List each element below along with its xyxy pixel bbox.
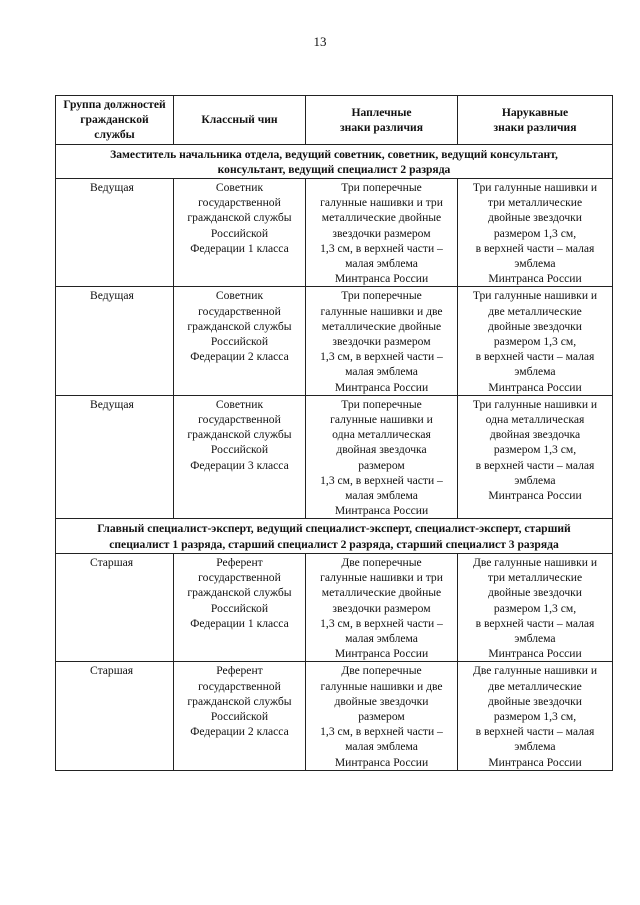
cell-line: службы (94, 128, 135, 142)
cell-line: Федерации 2 класса (190, 725, 289, 739)
table-row (56, 395, 613, 519)
cell-line: малая эмблема (345, 365, 418, 379)
cell-line: три металлические (487, 196, 583, 210)
cell-line: двойные звездочки (334, 694, 429, 708)
cell-line: Советник (215, 397, 264, 411)
cell-line: галунные нашивки и три (320, 571, 443, 585)
cell-sleeve-insignia (458, 179, 613, 287)
cell-line: одна металлическая (332, 428, 431, 442)
cell-line: галунные нашивки и две (320, 679, 443, 693)
cell-shoulder-insignia (306, 395, 458, 519)
cell-line: две металлические (488, 679, 582, 693)
section-header-row (56, 144, 613, 178)
cell-line: Три поперечные (341, 181, 422, 195)
cell-line: эмблема (514, 257, 556, 271)
cell-line: Главный специалист-эксперт, ведущий специалист-эксперт, специалист-эксперт, старший (97, 522, 571, 536)
cell-line: 1,3 см, в верхней части – (320, 350, 443, 364)
cell-line: Три галунные нашивки и (472, 397, 598, 411)
cell-line: Российской (210, 443, 269, 457)
cell-line: Федерации 2 класса (190, 350, 289, 364)
cell-shoulder-insignia (306, 662, 458, 770)
cell-group: Старшая (56, 553, 174, 661)
cell-line: Группа должностей (63, 98, 166, 111)
cell-sleeve-insignia (458, 395, 613, 519)
cell-line: в верхней части – малая (475, 725, 595, 739)
cell-line: Две галунные нашивки и (472, 664, 598, 678)
cell-line: Классный чин (201, 113, 278, 127)
cell-line: Минтранса России (488, 647, 582, 661)
cell-line: в верхней части – малая (475, 458, 595, 472)
cell-line: металлические двойные (321, 211, 442, 225)
cell-group: Ведущая (56, 179, 174, 287)
cell-line: Российской (210, 335, 269, 349)
cell-rank (174, 287, 306, 395)
insignia-table (55, 95, 613, 771)
cell-line: две металлические (488, 304, 582, 318)
cell-line: гражданской службы (187, 428, 292, 442)
cell-line: Российской (210, 226, 269, 240)
cell-line: двойные звездочки (487, 319, 583, 333)
cell-group: Ведущая (56, 287, 174, 395)
cell-line: Три галунные нашивки и (472, 181, 598, 195)
cell-sleeve-insignia (458, 662, 613, 770)
cell-line: эмблема (514, 631, 556, 645)
cell-shoulder-insignia (306, 179, 458, 287)
cell-line: Советник (215, 181, 264, 195)
cell-line: Две поперечные (341, 664, 422, 678)
cell-line: 1,3 см, в верхней части – (320, 241, 443, 255)
cell-line: Наплечные (351, 105, 412, 119)
cell-line: Минтранса России (488, 489, 582, 503)
cell-line: 1,3 см, в верхней части – (320, 473, 443, 487)
header-sleeve (458, 96, 613, 145)
cell-line: Минтранса России (488, 272, 582, 286)
table-row (56, 287, 613, 395)
cell-line: размером 1,3 см, (493, 335, 577, 349)
section-title (56, 519, 613, 553)
cell-line: металлические двойные (321, 586, 442, 600)
cell-line: малая эмблема (345, 740, 418, 754)
cell-line: 1,3 см, в верхней части – (320, 616, 443, 630)
cell-rank (174, 553, 306, 661)
cell-line: Российской (210, 601, 269, 615)
cell-line: малая эмблема (345, 257, 418, 271)
cell-line: государственной (198, 571, 281, 585)
cell-line: Минтранса России (334, 272, 429, 286)
cell-line: двойные звездочки (487, 211, 583, 225)
cell-line: Минтранса России (334, 755, 429, 769)
cell-line: двойная звездочка (336, 443, 427, 457)
table-row (56, 179, 613, 287)
cell-rank (174, 662, 306, 770)
page-number: 13 (313, 34, 327, 49)
cell-line: гражданской (80, 113, 149, 127)
cell-line: Минтранса России (334, 380, 429, 394)
cell-line: Три поперечные (341, 397, 422, 411)
cell-line: Три поперечные (341, 289, 422, 303)
cell-line: размером (358, 709, 405, 723)
cell-line: малая эмблема (345, 631, 418, 645)
cell-line: в верхней части – малая (475, 241, 595, 255)
cell-line: размером (358, 458, 405, 472)
cell-line: консультант, ведущий специалист 2 разряда (217, 162, 451, 176)
cell-rank (174, 395, 306, 519)
cell-line: специалист 1 разряда, старший специалист 2 разряда, старший специалист 3 разряда (109, 537, 559, 551)
cell-line: Заместитель начальника отдела, ведущий советник, советник, ведущий консультант, (110, 147, 558, 161)
cell-line: двойные звездочки (487, 586, 583, 600)
cell-line: Федерации 3 класса (190, 458, 289, 472)
cell-line: Федерации 1 класса (190, 616, 289, 630)
cell-line: Нарукавные (501, 105, 569, 119)
cell-line: галунные нашивки и (330, 413, 433, 427)
cell-line: в верхней части – малая (475, 616, 595, 630)
cell-line: Референт (216, 664, 263, 678)
cell-line: эмблема (514, 740, 556, 754)
section-title (56, 144, 613, 178)
cell-line: гражданской службы (187, 694, 292, 708)
cell-line: в верхней части – малая (475, 350, 595, 364)
cell-line: три металлические (487, 571, 583, 585)
cell-line: Минтранса России (334, 504, 429, 518)
table-header-row (56, 96, 613, 145)
cell-line: Российской (210, 709, 269, 723)
section-header-row (56, 519, 613, 553)
cell-line: Федерации 1 класса (190, 241, 289, 255)
cell-group: Старшая (56, 662, 174, 770)
cell-line: гражданской службы (187, 319, 292, 333)
cell-shoulder-insignia (306, 553, 458, 661)
cell-line: государственной (198, 413, 281, 427)
cell-line: галунные нашивки и две (320, 304, 443, 318)
cell-line: одна металлическая (485, 413, 585, 427)
cell-line: звездочки размером (332, 335, 431, 349)
cell-line: эмблема (514, 365, 556, 379)
cell-group: Ведущая (56, 395, 174, 519)
cell-line: малая эмблема (345, 489, 418, 503)
cell-line: Две поперечные (341, 555, 422, 569)
cell-line: Минтранса России (488, 755, 582, 769)
cell-line: Две галунные нашивки и (472, 555, 598, 569)
cell-line: размером 1,3 см, (493, 601, 577, 615)
cell-sleeve-insignia (458, 553, 613, 661)
cell-line: двойная звездочка (489, 428, 581, 442)
cell-shoulder-insignia (306, 287, 458, 395)
cell-line: звездочки размером (332, 601, 431, 615)
cell-rank (174, 179, 306, 287)
cell-line: знаки различия (493, 120, 577, 134)
cell-line: металлические двойные (321, 319, 442, 333)
cell-line: Советник (215, 289, 264, 303)
table-row (56, 662, 613, 770)
cell-line: государственной (198, 679, 281, 693)
cell-line: знаки различия (340, 120, 423, 134)
cell-line: размером 1,3 см, (493, 443, 577, 457)
cell-line: гражданской службы (187, 211, 292, 225)
table-body (56, 144, 613, 770)
cell-line: гражданской службы (187, 586, 292, 600)
cell-line: Минтранса России (334, 647, 429, 661)
cell-line: двойные звездочки (487, 694, 583, 708)
cell-line: государственной (198, 196, 281, 210)
cell-line: размером 1,3 см, (493, 709, 577, 723)
cell-sleeve-insignia (458, 287, 613, 395)
header-rank (174, 96, 306, 145)
cell-line: Три галунные нашивки и (472, 289, 598, 303)
cell-line: галунные нашивки и три (320, 196, 443, 210)
cell-line: эмблема (514, 473, 556, 487)
header-shoulder (306, 96, 458, 145)
cell-line: Референт (216, 555, 263, 569)
cell-line: Минтранса России (488, 380, 582, 394)
cell-line: размером 1,3 см, (493, 226, 577, 240)
cell-line: 1,3 см, в верхней части – (320, 725, 443, 739)
header-group (56, 96, 174, 145)
cell-line: государственной (198, 304, 281, 318)
cell-line: звездочки размером (332, 226, 431, 240)
table-row (56, 553, 613, 661)
